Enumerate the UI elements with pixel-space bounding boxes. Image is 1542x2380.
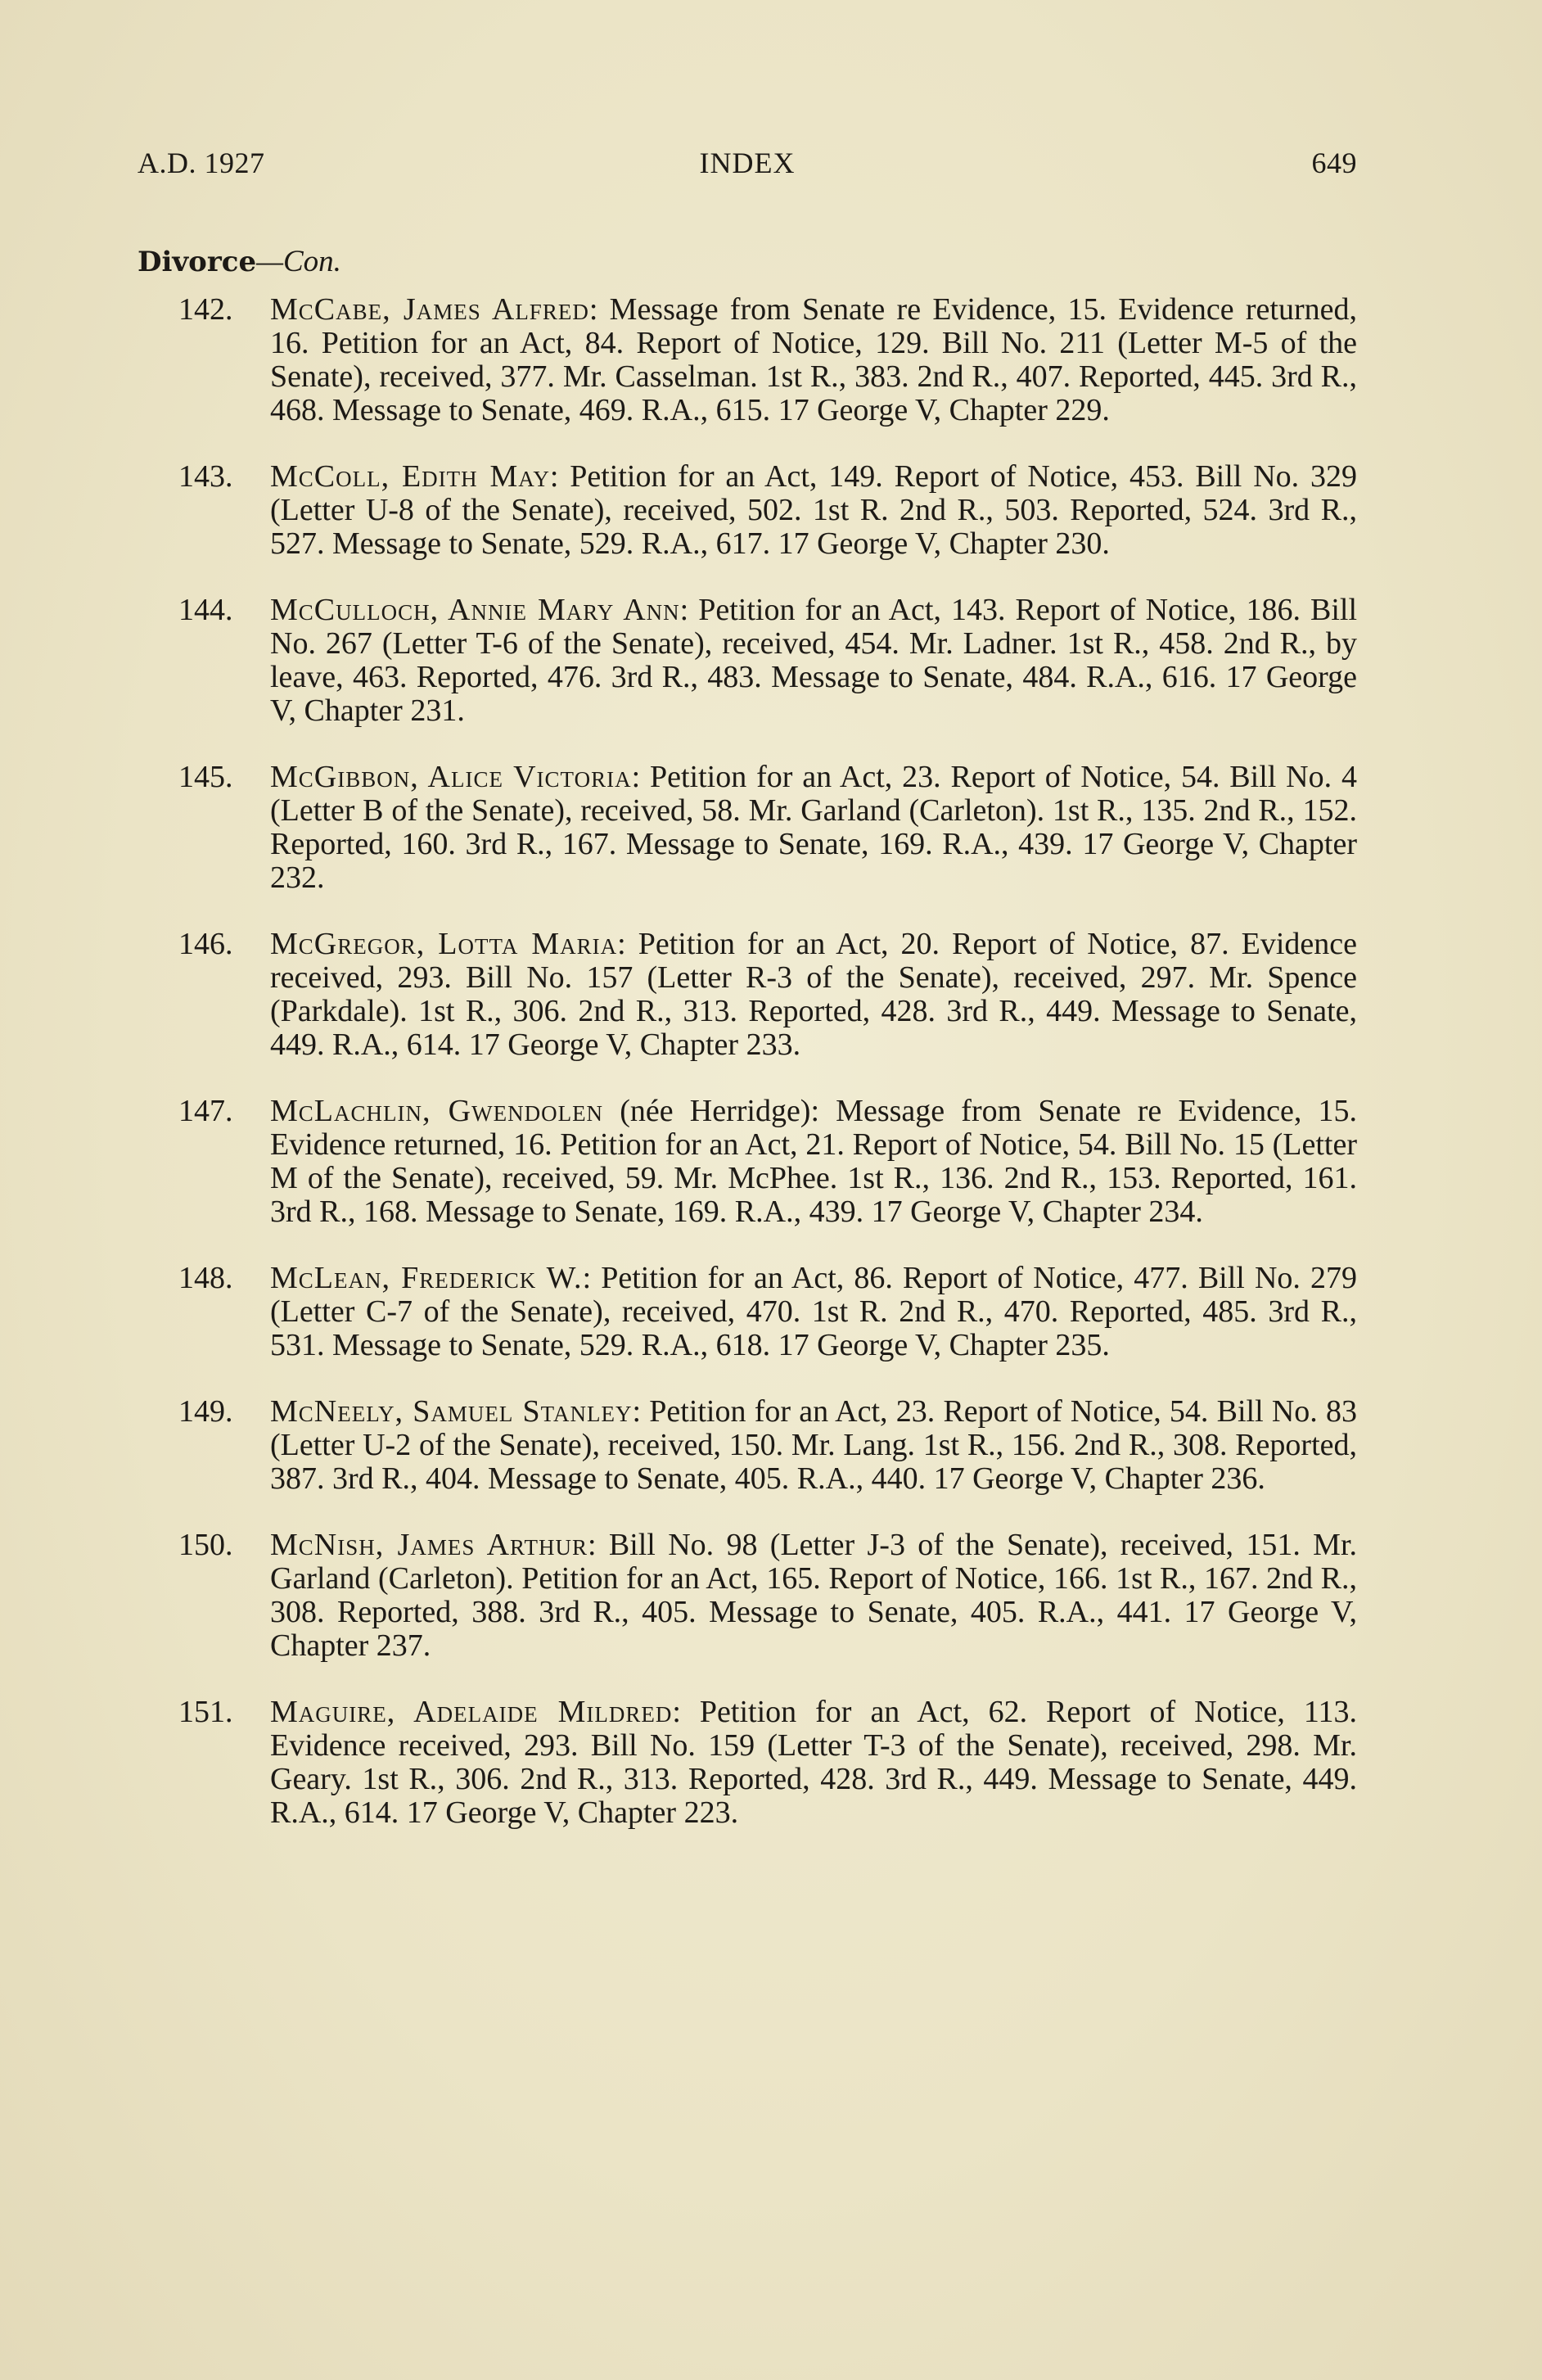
entry-name: McGregor, Lotta Maria — [270, 927, 618, 961]
index-entry — [178, 594, 1357, 728]
entry-text: : Petition for an Act, 143. Report of Notice, 186. Bill No. 267 (Letter T-6 of the Senate), received, 454. Mr. Ladner. 1st R., 458. 2nd R., by leave, 463. Reported, 476. 3rd R., 483. Message to Senate, 484. R.A., 616. 17 George V, Chapter 231. — [270, 593, 1357, 728]
entry-name: McNeely, Samuel Stanley — [270, 1394, 633, 1429]
entry-name: McLachlin, Gwendolen — [270, 1094, 604, 1128]
entry-text: : Petition for an Act, 23. Report of Notice, 54. Bill No. 83 (Letter U-2 of the Senate), received, 150. Mr. Lang. 1st R., 156. 2nd R., 308. Reported, 387. 3rd R., 404. Message to Senate, 405. R.A., 440. 17 George V, Chapter 236. — [270, 1394, 1357, 1496]
index-entries — [178, 293, 1357, 1863]
index-entry — [178, 293, 1357, 427]
entry-name: McGibbon, Alice Victoria — [270, 760, 632, 794]
entry-number: 145. — [178, 760, 233, 794]
index-entry — [178, 1696, 1357, 1830]
section-title: Divorce — [138, 246, 257, 278]
entry-text: : Petition for an Act, 23. Report of Notice, 54. Bill No. 4 (Letter B of the Senate), received, 58. Mr. Garland (Carleton). 1st R., 135. 2nd R., 152. Reported, 160. 3rd R., 167. Message to Senate, 169. R.A., 439. 17 George V, Chapter 232. — [270, 760, 1357, 895]
entry-name: McLean, Frederick W. — [270, 1261, 583, 1295]
entry-text: : Bill No. 98 (Letter J-3 of the Senate), received, 151. Mr. Garland (Carleton). Petition for an Act, 165. Report of Notice, 166. 1st R., 167. 2nd R., 308. Reported, 388. 3rd R., 405. Message to Senate, 405. R.A., 441. 17 George V, Chapter 237. — [270, 1528, 1358, 1663]
entry-name: McColl, Edith May — [270, 459, 550, 494]
entry-name: McCulloch, Annie Mary Ann — [270, 593, 680, 627]
entry-number: 151. — [178, 1695, 233, 1729]
entry-text: : Petition for an Act, 149. Report of Notice, 453. Bill No. 329 (Letter U-8 of the Senate), received, 502. 1st R. 2nd R., 503. Reported, 524. 3rd R., 527. Message to Senate, 529. R.A., 617. 17 George V, Chapter 230. — [270, 459, 1357, 561]
index-entry — [178, 928, 1357, 1062]
entry-number: 149. — [178, 1394, 233, 1429]
entry-text: : Petition for an Act, 86. Report of Notice, 477. Bill No. 279 (Letter C-7 of the Senate), received, 470. 1st R. 2nd R., 470. Reported, 485. 3rd R., 531. Message to Senate, 529. R.A., 618. 17 George V, Chapter 235. — [270, 1261, 1358, 1362]
entry-text: : Petition for an Act, 62. Report of Notice, 113. Evidence received, 293. Bill No. 159 (Letter T-3 of the Senate), received, 298. Mr. Geary. 1st R., 306. 2nd R., 313. Reported, 428. 3rd R., 449. Message to Senate, 449. R.A., 614. 17 George V, Chapter 223. — [270, 1695, 1357, 1830]
entry-text: : Petition for an Act, 20. Report of Notice, 87. Evidence received, 293. Bill No. 157 (Letter R-3 of the Senate), received, 297. Mr. Spence (Parkdale). 1st R., 306. 2nd R., 313. Reported, 428. 3rd R., 449. Message to Senate, 449. R.A., 614. 17 George V, Chapter 233. — [270, 927, 1357, 1062]
entry-name: McCabe, James Alfred — [270, 292, 589, 327]
index-entry — [178, 761, 1357, 895]
entry-number: 148. — [178, 1261, 233, 1295]
index-entry — [178, 1095, 1357, 1229]
entry-number: 144. — [178, 593, 233, 627]
index-entry — [178, 1529, 1357, 1663]
running-head-year: A.D. 1927 — [138, 147, 265, 179]
index-entry — [178, 1395, 1357, 1496]
entry-name: Maguire, Adelaide Mildred — [270, 1695, 673, 1729]
entry-name: McNish, James Arthur — [270, 1528, 588, 1562]
section-continuation: —Con. — [256, 245, 341, 278]
entry-text: (née Herridge): Message from Senate re Evidence, 15. Evidence returned, 16. Petition for an Act, 21. Report of Notice, 54. Bill No. 15 (Letter M of the Senate), received, 59. Mr. McPhee. 1st R., 136. 2nd R., 153. Reported, 161. 3rd R., 168. Message to Senate, 169. R.A., 439. 17 George V, Chapter 234. — [270, 1094, 1357, 1229]
entry-number: 146. — [178, 927, 233, 961]
running-head — [138, 146, 1357, 187]
entry-number: 143. — [178, 459, 233, 494]
index-entry — [178, 460, 1357, 561]
entry-number: 147. — [178, 1094, 233, 1128]
index-entry — [178, 1262, 1357, 1362]
entry-number: 142. — [178, 292, 233, 327]
entry-number: 150. — [178, 1528, 233, 1562]
running-head-title: INDEX — [699, 147, 796, 179]
entry-text: : Message from Senate re Evidence, 15. Evidence returned, 16. Petition for an Act, 84. Report of Notice, 129. Bill No. 211 (Letter M-5 of the Senate), received, 377. Mr. Casselman. 1st R., 383. 2nd R., 407. Reported, 445. 3rd R., 468. Message to Senate, 469. R.A., 615. 17 George V, Chapter 229. — [270, 292, 1357, 427]
page-number: 649 — [1311, 147, 1357, 179]
section-heading — [138, 244, 341, 279]
